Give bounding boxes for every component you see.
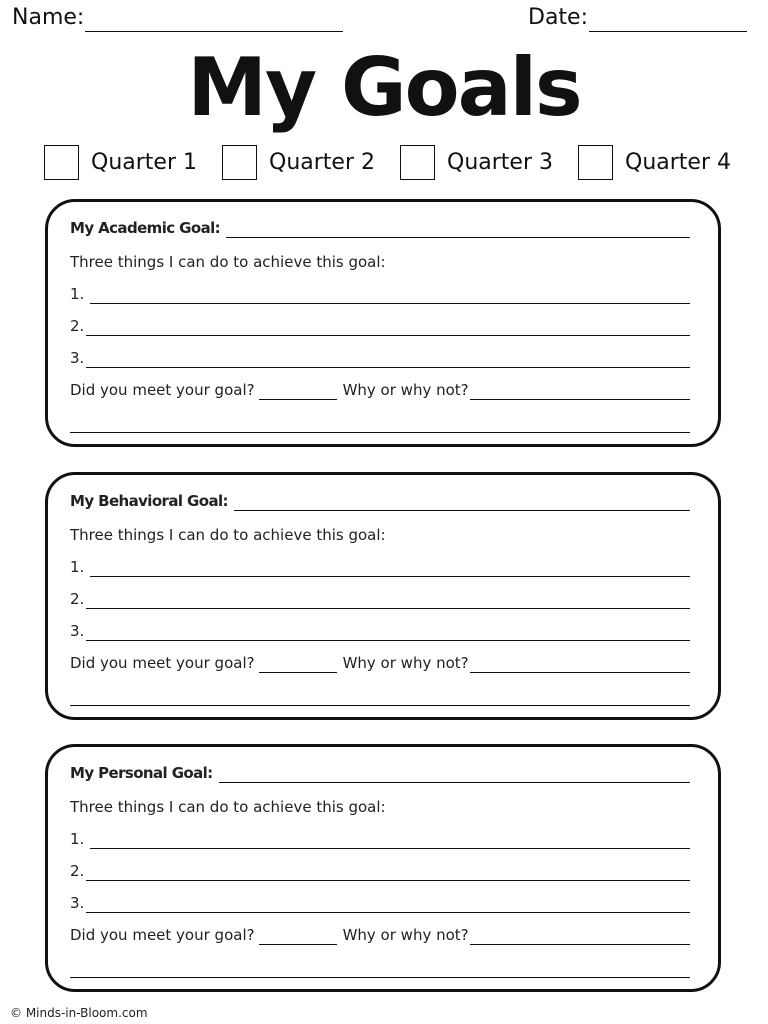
date-field [528,4,747,32]
goal-met-question: Did you meet your goal? [70,926,255,944]
why-question: Why or why not? [342,381,469,399]
step-3-line[interactable] [86,896,690,913]
step-2-line[interactable] [86,592,690,609]
goal-title: My Personal Goal: [70,764,213,782]
three-things-text: Three things I can do to achieve this goal: [70,526,386,544]
quarter-3-option[interactable] [400,145,553,180]
name-label: Name: [12,5,85,30]
three-things-text: Three things I can do to achieve this goal: [70,253,386,271]
goal-met-question: Did you meet your goal? [70,381,255,399]
three-things-row [70,797,690,817]
name-field [12,4,343,32]
goal-title: My Academic Goal: [70,219,221,237]
three-things-text: Three things I can do to achieve this goal: [70,798,386,816]
step-3-line[interactable] [86,624,690,641]
step-2-row [70,589,690,609]
goal-title-row [70,218,690,238]
date-label: Date: [528,5,588,30]
step-1-row [70,284,690,304]
three-things-row [70,252,690,272]
goal-title-line[interactable] [219,766,690,783]
why-line[interactable] [470,928,690,945]
step-3-row [70,893,690,913]
quarter-1-checkbox[interactable] [44,145,79,180]
goal-met-line[interactable] [259,928,337,945]
quarter-4-option[interactable] [578,145,731,180]
step-2-number: 2. [70,590,85,608]
step-1-line[interactable] [90,287,690,304]
step-3-number: 3. [70,894,85,912]
name-input-line[interactable] [85,7,343,32]
why-line[interactable] [470,383,690,400]
step-1-row [70,557,690,577]
goal-met-row [70,925,690,945]
quarter-selector [44,145,744,185]
academic-goal-box [45,199,721,447]
step-2-number: 2. [70,862,85,880]
step-2-line[interactable] [86,319,690,336]
quarter-2-checkbox[interactable] [222,145,257,180]
goal-title-line[interactable] [234,494,690,511]
step-1-number: 1. [70,830,85,848]
quarter-4-checkbox[interactable] [578,145,613,180]
step-3-number: 3. [70,349,85,367]
why-question: Why or why not? [342,926,469,944]
goal-met-line[interactable] [259,656,337,673]
step-3-row [70,621,690,641]
why-continued-row [70,961,690,978]
quarter-2-label: Quarter 2 [269,150,375,175]
behavioral-goal-box [45,472,721,720]
personal-goal-box [45,744,721,992]
step-2-row [70,316,690,336]
page-title: My Goals [187,41,581,134]
copyright-footer: © Minds-in-Bloom.com [10,1006,148,1020]
why-line[interactable] [470,656,690,673]
date-input-line[interactable] [589,7,747,32]
quarter-2-option[interactable] [222,145,375,180]
quarter-1-label: Quarter 1 [91,150,197,175]
quarter-4-label: Quarter 4 [625,150,731,175]
goal-met-row [70,380,690,400]
goal-met-line[interactable] [259,383,337,400]
quarter-1-option[interactable] [44,145,197,180]
step-1-number: 1. [70,285,85,303]
step-2-line[interactable] [86,864,690,881]
goal-met-row [70,653,690,673]
goal-met-question: Did you meet your goal? [70,654,255,672]
why-continued-line[interactable] [70,416,690,433]
why-question: Why or why not? [342,654,469,672]
goal-title-row [70,491,690,511]
why-continued-row [70,689,690,706]
goal-title-row [70,763,690,783]
step-3-line[interactable] [86,351,690,368]
goal-title: My Behavioral Goal: [70,492,228,510]
step-2-number: 2. [70,317,85,335]
why-continued-row [70,416,690,433]
step-1-row [70,829,690,849]
why-continued-line[interactable] [70,689,690,706]
goal-title-line[interactable] [226,221,690,238]
step-1-number: 1. [70,558,85,576]
step-1-line[interactable] [90,560,690,577]
step-3-row [70,348,690,368]
step-1-line[interactable] [90,832,690,849]
header [12,4,748,34]
three-things-row [70,525,690,545]
quarter-3-label: Quarter 3 [447,150,553,175]
step-3-number: 3. [70,622,85,640]
step-2-row [70,861,690,881]
quarter-3-checkbox[interactable] [400,145,435,180]
why-continued-line[interactable] [70,961,690,978]
